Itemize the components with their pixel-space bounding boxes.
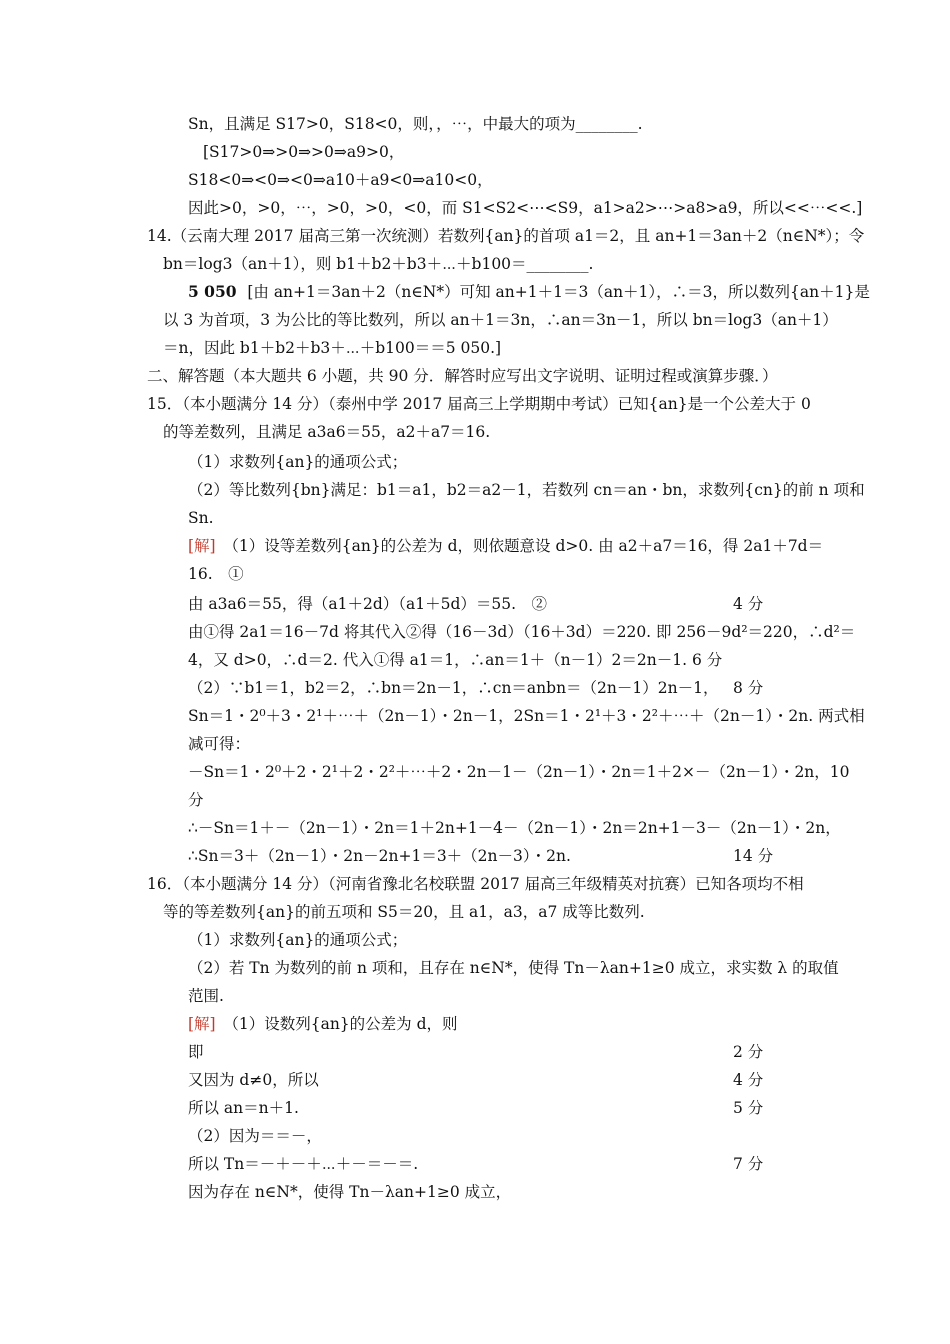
line-text: [由 an+1＝3an＋2（n∈N*）可知 an+1＋1＝3（an＋1），∴＝3，所以数列{an＋1}是 [247, 283, 870, 301]
line-text: －Sn＝1・2⁰＋2・2¹＋2・2²＋⋯＋2・2n－1－（2n－1）・2n＝1＋2×－（2n－1）・2n，10 [188, 763, 850, 781]
text-line [188, 563, 244, 585]
text-line [188, 593, 547, 615]
text-line [147, 365, 778, 387]
score-mark: 5 分 [733, 1099, 764, 1117]
text-line [163, 901, 645, 923]
line-text: 因为存在 n∈N*，使得 Tn－λan+1≥0 成立， [188, 1183, 512, 1201]
text-line [147, 393, 811, 415]
text-line [188, 1041, 204, 1063]
line-text: Sn＝1・2⁰＋3・2¹＋⋯＋（2n－1）・2n－1，2Sn＝1・2¹＋3・2²＋⋯＋（2n－1）・2n. 两式相 [188, 707, 865, 725]
line-text: Sn. [188, 509, 214, 527]
score-mark: 14 分 [733, 847, 774, 865]
line-text: （1）求数列{an}的通项公式； [188, 931, 408, 949]
text-line [188, 1181, 511, 1203]
text-line [188, 1125, 322, 1147]
text-line [188, 761, 850, 783]
score-mark: 4 分 [733, 1071, 764, 1089]
text-line [188, 1153, 418, 1175]
score-mark: 8 分 [733, 679, 764, 697]
line-text: 14.（云南大理 2017 届高三第一次统测）若数列{an}的首项 a1＝2，且 an+1＝3an＋2（n∈N*）；令 [147, 227, 865, 245]
solution-tag: [解] [188, 1015, 232, 1033]
text-line [188, 197, 862, 219]
line-text: bn＝log3（an＋1），则 b1＋b2＋b3＋⋯＋b100＝________. [163, 255, 594, 273]
text-line [147, 873, 804, 895]
line-text: 的等差数列，且满足 a3a6＝55，a2＋a7＝16. [163, 423, 491, 441]
line-text: （2）∵b1＝1，b2＝2，∴bn＝2n－1，∴cn＝anbn＝（2n－1）2n－1， [188, 679, 719, 697]
solution-tag: [解] [188, 537, 232, 555]
score-mark: 7 分 [733, 1155, 764, 1173]
line-text: S18<0⇒<0⇒<0⇒a10＋a9<0⇒a10<0， [188, 171, 493, 189]
text-line [188, 845, 571, 867]
line-text: 15．（本小题满分 14 分）（泰州中学 2017 届高三上学期期中考试）已知{an}是一个公差大于 0 [147, 395, 811, 413]
text-line [188, 649, 722, 671]
text-line [188, 1097, 299, 1119]
text-line [188, 705, 865, 727]
text-line [163, 309, 838, 331]
score-mark: 2 分 [733, 1043, 764, 1061]
text-line [188, 985, 224, 1007]
text-line [188, 957, 839, 979]
line-text: [S17>0⇒>0⇒>0⇒a9>0， [203, 143, 405, 161]
text-line [163, 421, 490, 443]
text-line [188, 1013, 458, 1035]
line-text: （2）等比数列{bn}满足：b1＝a1，b2＝a2－1，若数列 cn＝an・bn，求数列{cn}的前 n 项和 [188, 481, 865, 499]
line-text: 即 [188, 1043, 204, 1061]
line-text: 4，又 d>0，∴d＝2. 代入①得 a1＝1，∴an＝1＋（n－1）2＝2n－1. 6 分 [188, 651, 723, 669]
text-line [188, 817, 841, 839]
text-line [188, 169, 493, 191]
text-line [188, 507, 214, 529]
text-line [188, 621, 855, 643]
line-text: （1）求数列{an}的通项公式； [188, 453, 408, 471]
text-line [188, 535, 823, 557]
text-line [188, 479, 865, 501]
line-text: 减可得： [188, 735, 251, 753]
line-text: ＝n，因此 b1＋b2＋b3＋⋯＋b100＝＝5 050.] [163, 339, 502, 357]
text-line [188, 789, 204, 811]
text-line [188, 733, 250, 755]
line-text: 又因为 d≠0，所以 [188, 1071, 319, 1089]
line-text: 16．（本小题满分 14 分）（河南省豫北名校联盟 2017 届高三年级精英对抗赛）已知各项均不相 [147, 875, 804, 893]
line-text: （1）设等差数列{an}的公差为 d，则依题意设 d>0. 由 a2＋a7＝16，得 2a1＋7d＝ [231, 537, 824, 555]
line-text: ∴－Sn＝1＋－（2n－1）・2n＝1＋2n+1－4－（2n－1）・2n＝2n+1－3－（2n－1）・2n， [188, 819, 841, 837]
text-line [188, 1069, 319, 1091]
text-line [163, 337, 501, 359]
line-text: 由 a3a6＝55，得（a1＋2d）（a1＋5d）＝55. ② [188, 595, 548, 613]
score-mark: 4 分 [733, 595, 764, 613]
line-text: 因此>0，>0，⋯，>0，>0，<0，而 S1<S2<⋯<S9，a1>a2>⋯>a8>a9，所以<<⋯<<.] [188, 199, 863, 217]
text-line [188, 929, 407, 951]
text-line [203, 141, 404, 163]
line-text: 以 3 为首项，3 为公比的等比数列，所以 an＋1＝3n，∴an＝3n－1，所以 bn＝log3（an＋1） [163, 311, 838, 329]
text-line [163, 253, 593, 275]
line-text: 分 [188, 791, 204, 809]
line-text: （2）若 Tn 为数列的前 n 项和，且存在 n∈N*，使得 Tn－λan+1≥0 成立，求实数 λ 的取值 [188, 959, 839, 977]
answer-value: 5 050 [188, 282, 248, 301]
line-text: （2）因为＝＝－， [188, 1127, 322, 1145]
line-text: ∴Sn＝3＋（2n－1）・2n－2n+1＝3＋（2n－3）・2n. [188, 847, 571, 865]
line-text: 二、解答题（本大题共 6 小题，共 90 分．解答时应写出文字说明、证明过程或演算步骤．） [147, 367, 778, 385]
text-line [188, 677, 718, 699]
text-line [147, 225, 864, 247]
line-text: 所以 Tn＝－＋－＋⋯＋－＝－＝. [188, 1155, 419, 1173]
line-text: 范围. [188, 987, 224, 1005]
line-text: 所以 an＝n＋1. [188, 1099, 299, 1117]
line-text: 由①得 2a1＝16－7d 将其代入②得（16－3d）（16＋3d）＝220. 即 256－9d²＝220，∴d²＝ [188, 623, 856, 641]
text-line [188, 113, 643, 135]
text-line [188, 451, 407, 473]
line-text: （1）设数列{an}的公差为 d，则 [231, 1015, 458, 1033]
line-text: 16. ① [188, 565, 244, 583]
line-text: 等的等差数列{an}的前五项和 S5＝20，且 a1，a3，a7 成等比数列. [163, 903, 645, 921]
line-text: Sn，且满足 S17>0，S18<0，则，，⋯，中最大的项为________. [188, 115, 643, 133]
text-line [188, 281, 870, 303]
